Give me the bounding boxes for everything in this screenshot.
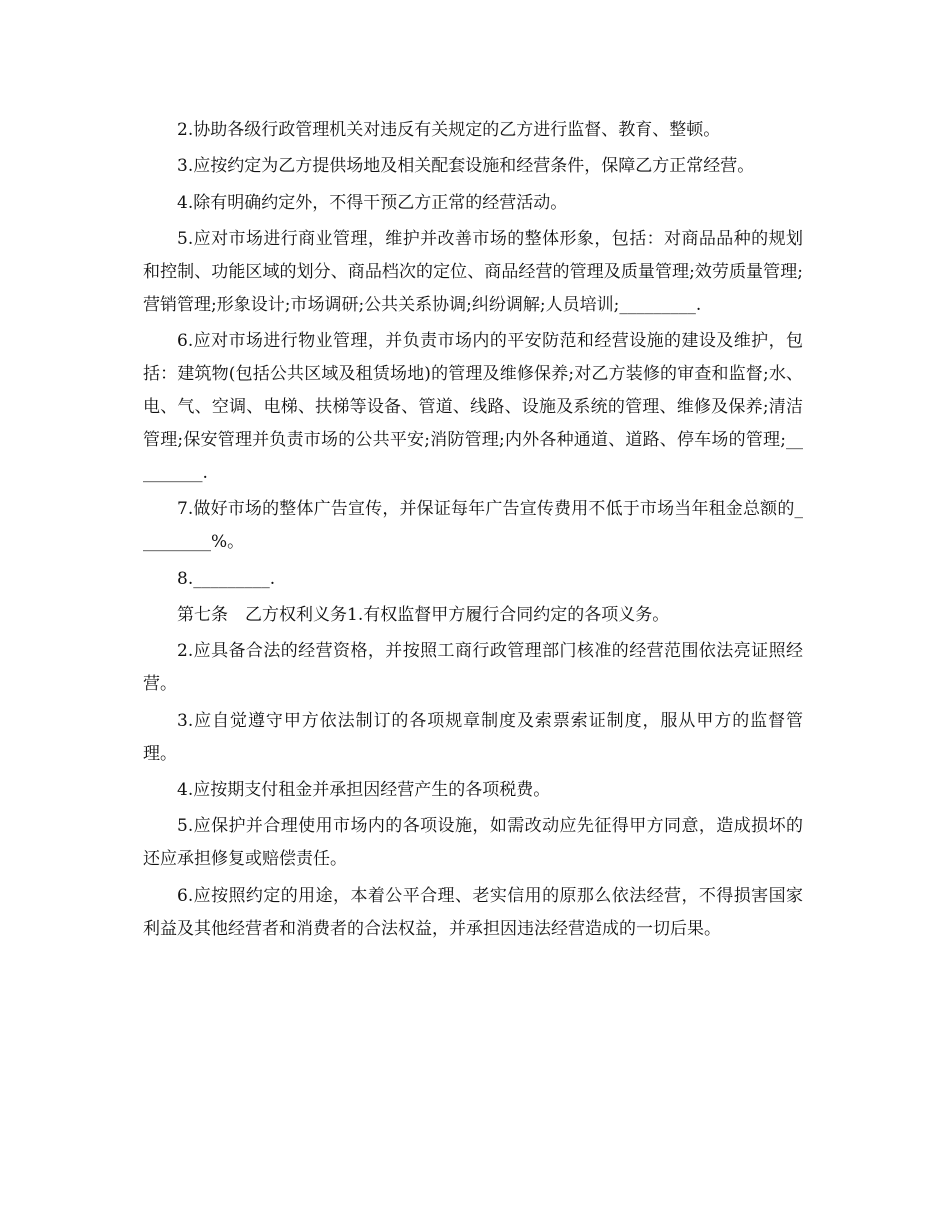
paragraph-party-b-3: 3.应自觉遵守甲方依法制订的各项规章制度及索票索证制度，服从甲方的监督管理。 bbox=[143, 710, 803, 764]
article-7-heading: 第七条 乙方权利义务1.有权监督甲方履行合同约定的各项义务。 bbox=[177, 605, 670, 626]
paragraph-obligation-5: 5.应对市场进行商业管理，维护并改善市场的整体形象，包括：对商品品种的规划和控制、功能区域的划分、商品档次的定位、商品经营的管理及质量管理;效劳质量管理;营销管理;形象设计;市场调研;公共关系协调;纠纷调解;人员培训;_________. bbox=[143, 228, 803, 315]
paragraph-party-b-4: 4.应按期支付租金并承担因经营产生的各项税费。 bbox=[177, 779, 551, 800]
paragraph-obligation-6: 6.应对市场进行物业管理，并负责市场内的平安防范和经营设施的建设及维护，包括：建筑物(包括公共区域及租赁场地)的管理及维修保养;对乙方装修的审查和监督;水、电、气、空调、电梯、扶梯等设备、管道、线路、设施及系统的管理、维修及保养;清洁管理;保安管理并负责市场的公共平安;消防管理;内外各种通道、道路、停车场的管理;_________. bbox=[143, 331, 803, 484]
paragraph-party-b-5: 5.应保护并合理使用市场内的各项设施，如需改动应先征得甲方同意，造成损坏的还应承担修复或赔偿责任。 bbox=[143, 816, 803, 870]
paragraph-obligation-4: 4.除有明确约定外，不得干预乙方正常的经营活动。 bbox=[177, 192, 568, 213]
document-body bbox=[143, 114, 803, 949]
paragraph-obligation-8: 8._________. bbox=[177, 568, 276, 589]
paragraph-party-b-6: 6.应按照约定的用途，本着公平合理、老实信用的原那么依法经营，不得损害国家利益及其他经营者和消费者的合法权益，并承担因违法经营造成的一切后果。 bbox=[143, 885, 803, 939]
paragraph-obligation-2: 2.协助各级行政管理机关对违反有关规定的乙方进行监督、教育、整顿。 bbox=[177, 120, 721, 140]
paragraph-party-b-2: 2.应具备合法的经营资格，并按照工商行政管理部门核准的经营范围依法亮证照经营。 bbox=[143, 641, 803, 695]
paragraph-obligation-7: 7.做好市场的整体广告宣传，并保证每年广告宣传费用不低于市场当年租金总额的_________%。 bbox=[143, 499, 803, 553]
paragraph-obligation-3: 3.应按约定为乙方提供场地及相关配套设施和经营条件，保障乙方正常经营。 bbox=[177, 156, 755, 177]
